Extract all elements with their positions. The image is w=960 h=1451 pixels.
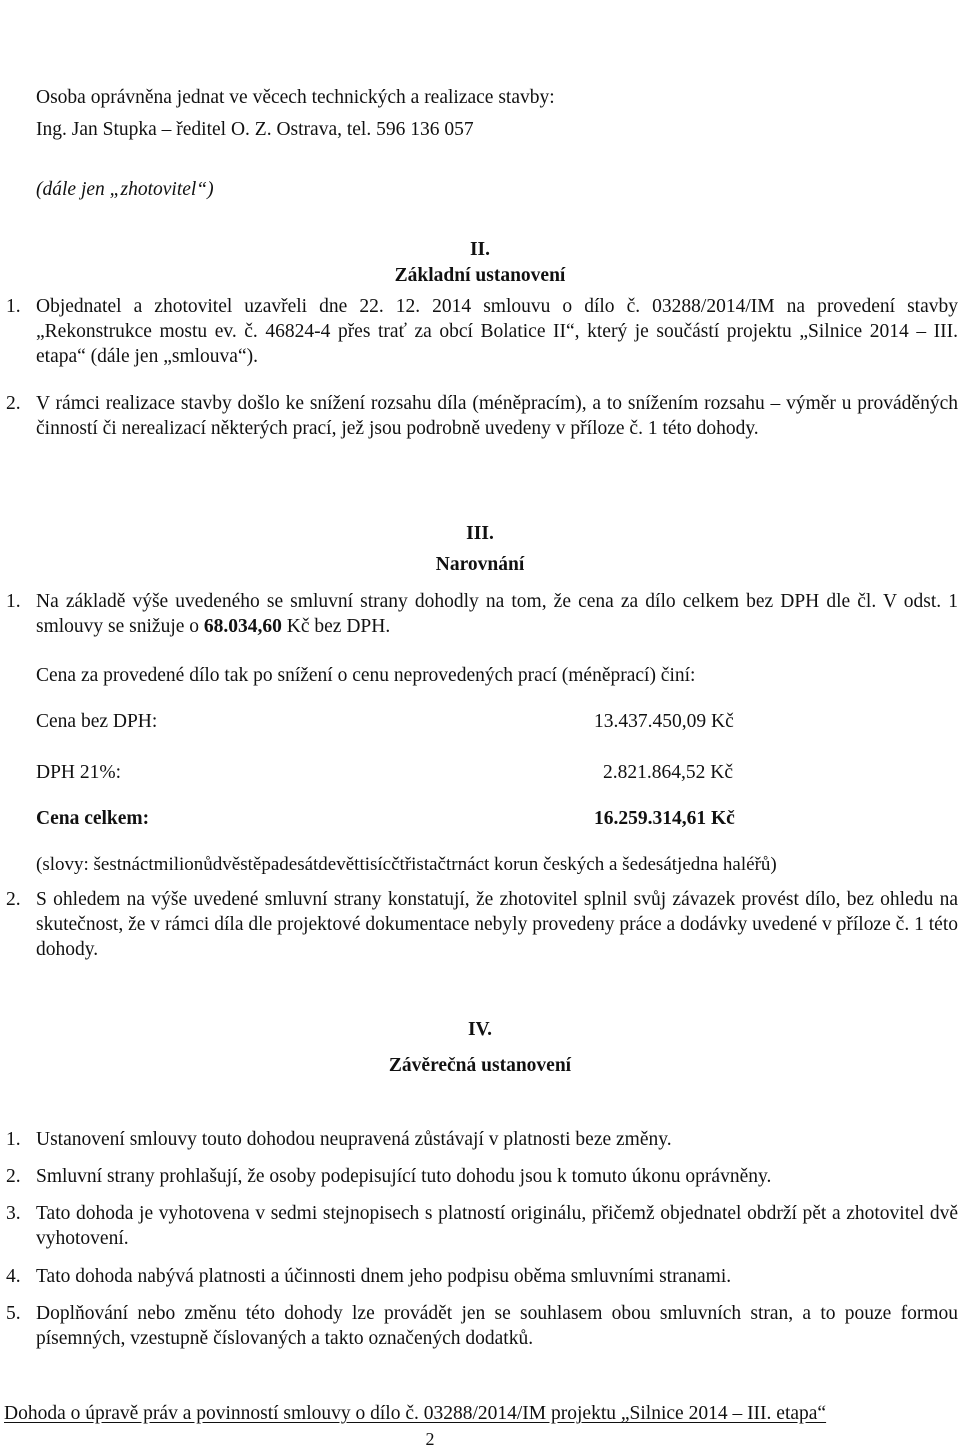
section-4-item-2: [6, 1165, 958, 1190]
item-text: Smluvní strany prohlašují, že osoby podepisující tuto dohodu jsou k tomuto úkonu oprávněny.: [36, 1166, 772, 1187]
item-number: 1.: [6, 296, 21, 317]
item-number: 1.: [6, 591, 21, 612]
section-3-item-2: [6, 888, 958, 963]
section-4-item-3: [6, 1202, 958, 1252]
price-label: DPH 21%:: [36, 762, 122, 783]
price-in-words: (slovy: šestnáctmilionůdvěstěpadesátdevěttisícčtřistačtrnáct korun českých a šedesátjedna haléřů): [36, 854, 777, 875]
item-number: 4.: [6, 1266, 21, 1287]
contractor-note: (dále jen „zhotovitel“): [36, 179, 214, 200]
item-text: Objednatel a zhotovitel uzavřeli dne 22. 12. 2014 smlouvu o dílo č. 03288/2014/IM na provedení stavby „Rekonstrukce mostu ev. č. 46824-4 přes trať za obcí Bolatice II“, který je součástí projektu „Silnice 2014 – III. etapa“ (dále jen „smlouva“).: [36, 296, 958, 367]
price-label: Cena celkem:: [36, 808, 150, 829]
page-number: 2: [425, 1429, 435, 1449]
item-text: V rámci realizace stavby došlo ke snížení rozsahu díla (méněpracím), a to snížením rozsahu – výměr u prováděných činností či nerealizací některých prací, jež jsou podrobně uvedeny v příloze č. 1 této dohody.: [36, 393, 958, 439]
price-value: 2.821.864,52 Kč: [603, 762, 733, 783]
section-3-title: Narovnání: [435, 554, 525, 575]
item-text: S ohledem na výše uvedené smluvní strany konstatují, že zhotovitel splnil svůj závazek provést dílo, bez ohledu na skutečnost, že v rámci díla dle projektové dokumentace nebyly provedeny práce a dodávky uvedené v příloze č. 1 této dohody.: [36, 889, 958, 960]
item-number: 3.: [6, 1203, 21, 1224]
price-label: Cena bez DPH:: [36, 711, 158, 732]
reduction-amount: 68.034,60: [203, 615, 282, 637]
item-text: Doplňování nebo změnu této dohody lze provádět jen se souhlasem obou smluvních stran, a to pouze formou písemných, vzestupně číslovaných a takto označených dodatků.: [36, 1303, 958, 1349]
item-number: 5.: [6, 1303, 21, 1324]
section-2-item-1: [6, 295, 958, 370]
item-text: Na základě výše uvedeného se smluvní strany dohodly na tom, že cena za dílo celkem bez DPH dle čl. V odst. 1 smlouvy se snižuje o 68.034,60 Kč bez DPH.: [36, 591, 958, 637]
section-4-item-4: [6, 1265, 958, 1290]
item-number: 2.: [6, 889, 21, 910]
section-4-item-5: [6, 1302, 958, 1352]
authorized-person-line: Osoba oprávněna jednat ve věcech technických a realizace stavby:: [36, 87, 555, 108]
item-text: Tato dohoda je vyhotovena v sedmi stejnopisech s platností originálu, přičemž objednatel obdrží pět a zhotovitel dvě vyhotovení.: [36, 1203, 958, 1249]
item-number: 2.: [6, 1166, 21, 1187]
price-intro: Cena za provedené dílo tak po snížení o cenu neprovedených prací (méněprací) činí:: [36, 665, 696, 686]
section-3-item-1: [6, 590, 958, 640]
price-value: 16.259.314,61 Kč: [594, 808, 735, 829]
item-number: 1.: [6, 1129, 21, 1150]
section-2-item-2: [6, 392, 958, 442]
section-4-number: IV.: [467, 1019, 493, 1040]
section-2-number: II.: [469, 239, 491, 260]
section-2-title: Základní ustanovení: [394, 265, 566, 286]
section-3-number: III.: [466, 523, 494, 544]
item-text: Ustanovení smlouvy touto dohodou neupravená zůstávají v platnosti beze změny.: [36, 1129, 672, 1150]
item-text: Tato dohoda nabývá platnosti a účinnosti dnem jeho podpisu oběma smluvními stranami.: [36, 1266, 732, 1287]
contact-line: Ing. Jan Stupka – ředitel O. Z. Ostrava, tel. 596 136 057: [36, 119, 474, 140]
section-4-title: Závěrečná ustanovení: [388, 1055, 572, 1076]
section-4-item-1: [6, 1128, 958, 1153]
footer-title: Dohoda o úpravě práv a povinností smlouvy o dílo č. 03288/2014/IM projektu „Silnice 2014 – III. etapa“: [4, 1403, 827, 1424]
price-value: 13.437.450,09 Kč: [594, 711, 734, 732]
item-number: 2.: [6, 393, 21, 414]
